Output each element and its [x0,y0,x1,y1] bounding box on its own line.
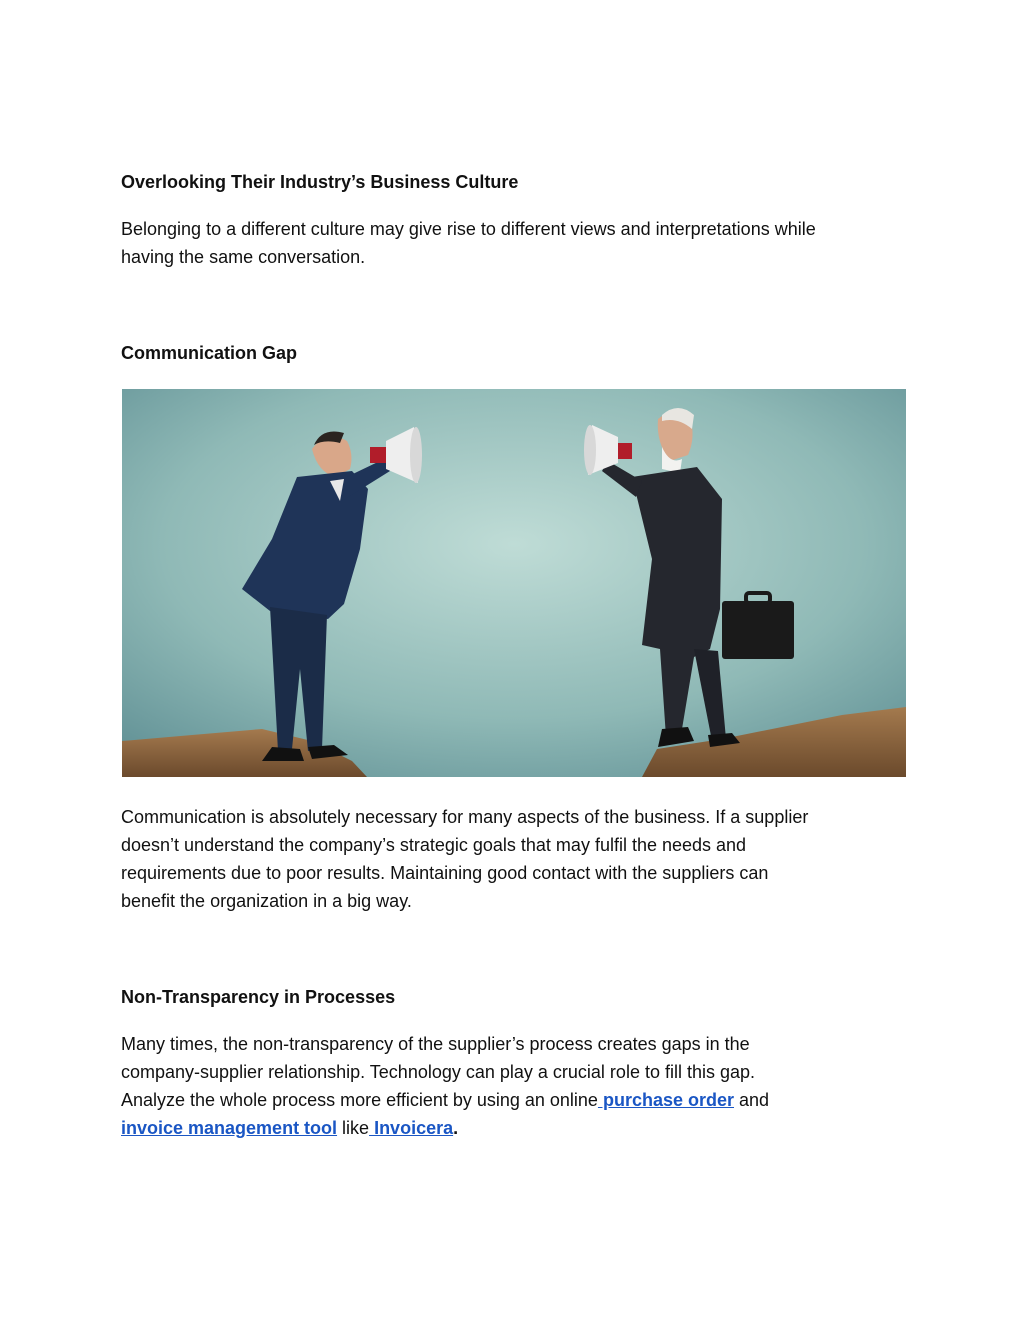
invoice-management-tool-link[interactable]: invoice management tool [121,1118,338,1138]
text-line: benefit the organization in a big way. [121,891,412,911]
text-line: doesn’t understand the company’s strategic goals that may fulfil the needs and [121,835,747,855]
paragraph-non-transparency [121,1030,911,1142]
text-fragment: like [337,1118,370,1138]
paragraph-communication-gap [121,803,911,915]
paragraph-business-culture [121,215,911,271]
text-line: Communication is absolutely necessary for many aspects of the business. If a supplier [121,807,809,827]
megaphone-argument-photo [122,389,906,777]
text-line: company-supplier relationship. Technology can play a crucial role to fill this gap. [121,1062,756,1082]
period-text: . [453,1118,459,1138]
briefcase-icon [722,601,794,659]
text-line: requirements due to poor results. Maintaining good contact with the suppliers can [121,863,769,883]
section-heading-business-culture: Overlooking Their Industry’s Business Culture [121,172,519,192]
section-heading-communication-gap: Communication Gap [121,343,298,363]
text-line: Many times, the non-transparency of the supplier’s process creates gaps in the [121,1034,750,1054]
text-fragment: and [734,1090,770,1110]
text-line: Analyze the whole process more efficient by using an online [121,1090,598,1110]
purchase-order-link[interactable]: purchase order [597,1090,734,1110]
text-line: having the same conversation. [121,247,366,267]
invoicera-link[interactable]: Invoicera [369,1118,454,1138]
section-heading-non-transparency: Non-Transparency in Processes [121,987,396,1007]
text-line: Belonging to a different culture may give rise to different views and interpretations while [121,219,816,239]
